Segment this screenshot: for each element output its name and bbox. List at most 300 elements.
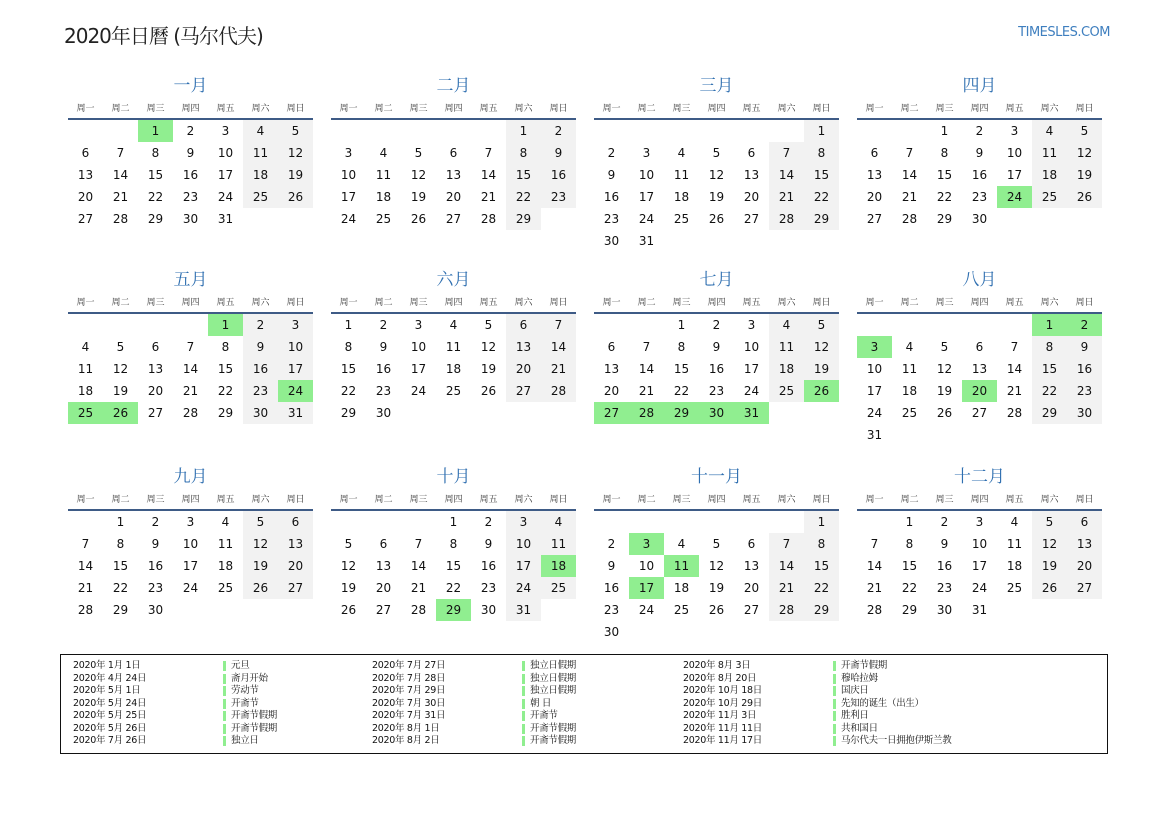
empty-cell bbox=[436, 120, 471, 142]
day-cell: 16 bbox=[971, 168, 988, 182]
month-name: 七月 bbox=[699, 270, 734, 290]
day-cell: 29 bbox=[804, 208, 839, 230]
day-cell: 5 bbox=[1032, 511, 1067, 533]
day-cell: 29 bbox=[340, 406, 357, 420]
day-cell: 19 bbox=[1032, 555, 1067, 577]
day-cell: 9 bbox=[379, 340, 388, 354]
day-cell: 19 bbox=[708, 581, 725, 595]
day-cell: 1 bbox=[804, 120, 839, 142]
day-cell: 17 bbox=[278, 358, 313, 380]
site-link[interactable]: TIMESLES.COM bbox=[1018, 25, 1110, 40]
day-cell: 30 bbox=[971, 212, 988, 226]
day-cell: 23 bbox=[147, 581, 164, 595]
holiday-marker-icon bbox=[522, 724, 525, 734]
day-cell: 8 bbox=[116, 537, 125, 551]
day-cell: 29 bbox=[901, 603, 918, 617]
day-cell: 24 bbox=[340, 212, 357, 226]
day-cell: 23 bbox=[541, 186, 576, 208]
day-cell: 20 bbox=[506, 358, 541, 380]
weekday-label: 周日 bbox=[812, 495, 831, 505]
weekday-label: 周四 bbox=[707, 495, 726, 505]
weekday-label: 周日 bbox=[1075, 104, 1094, 114]
empty-cell bbox=[699, 120, 734, 142]
day-cell: 24 bbox=[743, 384, 760, 398]
empty-cell bbox=[629, 511, 664, 533]
day-cell: 13 bbox=[278, 533, 313, 555]
day-cell: 26 bbox=[936, 406, 953, 420]
weekday-label: 周六 bbox=[514, 495, 533, 505]
day-cell: 11 bbox=[77, 362, 94, 376]
day-cell: 21 bbox=[182, 384, 199, 398]
day-cell: 12 bbox=[278, 142, 313, 164]
weekday-label: 周六 bbox=[777, 495, 796, 505]
days-grid bbox=[857, 120, 1102, 230]
day-cell: 9 bbox=[607, 168, 616, 182]
holiday-marker-icon bbox=[833, 661, 836, 671]
day-cell: 4 bbox=[905, 340, 914, 354]
holiday-day-cell: 1 bbox=[1032, 314, 1067, 336]
holiday-marker-icon bbox=[223, 674, 226, 684]
holiday-day-cell: 31 bbox=[734, 402, 769, 424]
day-cell: 12 bbox=[804, 336, 839, 358]
day-cell: 15 bbox=[506, 164, 541, 186]
day-cell: 30 bbox=[936, 603, 953, 617]
day-cell: 2 bbox=[541, 120, 576, 142]
weekday-header bbox=[68, 491, 313, 511]
holiday-name: 国庆日 bbox=[841, 685, 869, 696]
empty-cell bbox=[594, 120, 629, 142]
day-cell: 21 bbox=[112, 190, 129, 204]
weekday-header bbox=[331, 100, 576, 120]
month-block bbox=[68, 72, 313, 266]
holiday-day-cell: 24 bbox=[278, 380, 313, 402]
empty-cell bbox=[103, 120, 138, 142]
weekday-header bbox=[594, 100, 839, 120]
holiday-day-cell: 25 bbox=[68, 402, 103, 424]
day-cell: 15 bbox=[673, 362, 690, 376]
day-cell: 6 bbox=[1067, 511, 1102, 533]
day-cell: 1 bbox=[344, 318, 353, 332]
weekday-label: 周三 bbox=[672, 495, 691, 505]
day-cell: 18 bbox=[673, 581, 690, 595]
day-cell: 23 bbox=[480, 581, 497, 595]
day-cell: 30 bbox=[147, 603, 164, 617]
day-cell: 13 bbox=[743, 559, 760, 573]
day-cell: 2 bbox=[975, 124, 984, 138]
weekday-label: 周三 bbox=[146, 104, 165, 114]
empty-cell bbox=[594, 314, 629, 336]
holiday-name: 共和国日 bbox=[841, 722, 878, 734]
day-cell: 29 bbox=[217, 406, 234, 420]
weekday-label: 周五 bbox=[1005, 495, 1024, 505]
weekday-label: 周四 bbox=[181, 495, 200, 505]
holiday-date: 2020年 11月 11日 bbox=[683, 722, 762, 734]
day-cell: 16 bbox=[603, 581, 620, 595]
day-cell: 3 bbox=[642, 146, 651, 160]
day-cell: 18 bbox=[375, 190, 392, 204]
day-cell: 14 bbox=[866, 559, 883, 573]
weekday-label: 周日 bbox=[549, 495, 568, 505]
day-cell: 15 bbox=[804, 164, 839, 186]
day-cell: 3 bbox=[186, 515, 195, 529]
day-cell: 13 bbox=[506, 336, 541, 358]
weekday-label: 周四 bbox=[970, 104, 989, 114]
day-cell: 8 bbox=[940, 146, 949, 160]
weekday-label: 周四 bbox=[970, 495, 989, 505]
weekday-label: 周三 bbox=[146, 298, 165, 308]
day-cell: 23 bbox=[708, 384, 725, 398]
weekday-label: 周五 bbox=[742, 495, 761, 505]
weekday-label: 周六 bbox=[251, 104, 270, 114]
weekday-label: 周六 bbox=[777, 298, 796, 308]
weekday-label: 周四 bbox=[707, 298, 726, 308]
day-cell: 22 bbox=[804, 186, 839, 208]
day-cell: 28 bbox=[77, 603, 94, 617]
holiday-name: 胜利日 bbox=[841, 710, 869, 721]
day-cell: 4 bbox=[1032, 120, 1067, 142]
day-cell: 31 bbox=[866, 428, 883, 442]
holiday-marker-icon bbox=[223, 736, 226, 746]
holiday-marker-icon bbox=[833, 711, 836, 721]
day-cell: 25 bbox=[673, 212, 690, 226]
day-cell: 17 bbox=[866, 384, 883, 398]
day-cell: 2 bbox=[712, 318, 721, 332]
day-cell: 17 bbox=[340, 190, 357, 204]
day-cell: 4 bbox=[677, 537, 686, 551]
day-cell: 19 bbox=[340, 581, 357, 595]
day-cell: 29 bbox=[506, 208, 541, 230]
day-cell: 14 bbox=[77, 559, 94, 573]
empty-cell bbox=[769, 120, 804, 142]
weekday-label: 周一 bbox=[76, 495, 95, 505]
holiday-date: 2020年 10月 29日 bbox=[683, 697, 762, 709]
empty-cell bbox=[927, 314, 962, 336]
day-cell: 30 bbox=[243, 402, 278, 424]
holiday-legend bbox=[60, 654, 1108, 754]
day-cell: 9 bbox=[484, 537, 493, 551]
day-cell: 3 bbox=[506, 511, 541, 533]
empty-cell bbox=[331, 511, 366, 533]
empty-cell bbox=[471, 120, 506, 142]
day-cell: 19 bbox=[278, 164, 313, 186]
day-cell: 21 bbox=[480, 190, 497, 204]
day-cell: 20 bbox=[603, 384, 620, 398]
day-cell: 1 bbox=[449, 515, 458, 529]
day-cell: 14 bbox=[901, 168, 918, 182]
holiday-name: 开斋节假期 bbox=[231, 722, 278, 734]
day-cell: 19 bbox=[936, 384, 953, 398]
month-block bbox=[857, 266, 1102, 463]
month-name: 十一月 bbox=[691, 467, 742, 487]
empty-cell bbox=[629, 120, 664, 142]
day-cell: 6 bbox=[607, 340, 616, 354]
empty-cell bbox=[594, 511, 629, 533]
day-cell: 1 bbox=[677, 318, 686, 332]
days-grid bbox=[331, 314, 576, 424]
holiday-marker-icon bbox=[223, 686, 226, 696]
holiday-date: 2020年 7月 27日 bbox=[372, 660, 446, 671]
month-block bbox=[594, 266, 839, 463]
day-cell: 25 bbox=[541, 577, 576, 599]
day-cell: 5 bbox=[804, 314, 839, 336]
holiday-name: 独立日 bbox=[231, 735, 259, 746]
day-cell: 13 bbox=[603, 362, 620, 376]
day-cell: 19 bbox=[708, 190, 725, 204]
weekday-header bbox=[594, 491, 839, 511]
day-cell: 7 bbox=[186, 340, 195, 354]
day-cell: 20 bbox=[77, 190, 94, 204]
day-cell: 14 bbox=[410, 559, 427, 573]
day-cell: 17 bbox=[410, 362, 427, 376]
day-cell: 17 bbox=[743, 362, 760, 376]
month-name: 一月 bbox=[173, 76, 208, 96]
day-cell: 10 bbox=[410, 340, 427, 354]
day-cell: 31 bbox=[278, 402, 313, 424]
day-cell: 12 bbox=[410, 168, 427, 182]
day-cell: 18 bbox=[1006, 559, 1023, 573]
day-cell: 7 bbox=[870, 537, 879, 551]
day-cell: 7 bbox=[81, 537, 90, 551]
weekday-label: 周三 bbox=[935, 298, 954, 308]
day-cell: 16 bbox=[147, 559, 164, 573]
day-cell: 24 bbox=[182, 581, 199, 595]
day-cell: 21 bbox=[769, 186, 804, 208]
day-cell: 20 bbox=[743, 581, 760, 595]
day-cell: 7 bbox=[541, 314, 576, 336]
day-cell: 7 bbox=[905, 146, 914, 160]
weekday-label: 周日 bbox=[286, 298, 305, 308]
weekday-label: 周二 bbox=[111, 104, 130, 114]
holiday-day-cell: 24 bbox=[997, 186, 1032, 208]
day-cell: 7 bbox=[769, 533, 804, 555]
days-grid bbox=[594, 511, 839, 643]
month-name: 十二月 bbox=[954, 467, 1005, 487]
holiday-date: 2020年 7月 28日 bbox=[372, 672, 446, 684]
day-cell: 2 bbox=[940, 515, 949, 529]
empty-cell bbox=[664, 120, 699, 142]
holiday-name: 斋月开始 bbox=[231, 672, 268, 684]
days-grid bbox=[857, 511, 1102, 621]
empty-cell bbox=[857, 120, 892, 142]
weekday-label: 周六 bbox=[1040, 104, 1059, 114]
weekday-label: 周三 bbox=[409, 495, 428, 505]
day-cell: 16 bbox=[375, 362, 392, 376]
day-cell: 1 bbox=[116, 515, 125, 529]
empty-cell bbox=[857, 314, 892, 336]
day-cell: 27 bbox=[278, 577, 313, 599]
holiday-name: 开斋节假期 bbox=[231, 710, 278, 721]
day-cell: 9 bbox=[541, 142, 576, 164]
day-cell: 17 bbox=[1006, 168, 1023, 182]
month-name: 三月 bbox=[699, 76, 734, 96]
day-cell: 15 bbox=[804, 555, 839, 577]
holiday-day-cell: 29 bbox=[436, 599, 471, 621]
holiday-date: 2020年 8月 2日 bbox=[372, 735, 440, 746]
holiday-date: 2020年 8月 20日 bbox=[683, 672, 757, 684]
holiday-marker-icon bbox=[522, 699, 525, 709]
holiday-date: 2020年 1月 1日 bbox=[73, 660, 141, 671]
day-cell: 10 bbox=[1006, 146, 1023, 160]
day-cell: 13 bbox=[1067, 533, 1102, 555]
day-cell: 21 bbox=[410, 581, 427, 595]
day-cell: 10 bbox=[340, 168, 357, 182]
day-cell: 8 bbox=[905, 537, 914, 551]
day-cell: 27 bbox=[375, 603, 392, 617]
day-cell: 1 bbox=[506, 120, 541, 142]
day-cell: 1 bbox=[940, 124, 949, 138]
holiday-date: 2020年 7月 31日 bbox=[372, 710, 446, 721]
days-grid bbox=[594, 120, 839, 252]
weekday-header bbox=[857, 294, 1102, 314]
day-cell: 15 bbox=[147, 168, 164, 182]
day-cell: 28 bbox=[866, 603, 883, 617]
weekday-label: 周四 bbox=[444, 298, 463, 308]
day-cell: 12 bbox=[936, 362, 953, 376]
weekday-label: 周六 bbox=[777, 104, 796, 114]
weekday-label: 周三 bbox=[409, 298, 428, 308]
day-cell: 26 bbox=[480, 384, 497, 398]
day-cell: 9 bbox=[243, 336, 278, 358]
day-cell: 2 bbox=[484, 515, 493, 529]
day-cell: 6 bbox=[449, 146, 458, 160]
holiday-name: 独立日假期 bbox=[530, 685, 577, 696]
day-cell: 5 bbox=[116, 340, 125, 354]
empty-cell bbox=[68, 511, 103, 533]
day-cell: 8 bbox=[449, 537, 458, 551]
day-cell: 13 bbox=[866, 168, 883, 182]
weekday-label: 周三 bbox=[935, 104, 954, 114]
empty-cell bbox=[173, 314, 208, 336]
holiday-name: 独立日假期 bbox=[530, 660, 577, 671]
day-cell: 6 bbox=[379, 537, 388, 551]
day-cell: 11 bbox=[445, 340, 462, 354]
day-cell: 7 bbox=[1010, 340, 1019, 354]
empty-cell bbox=[68, 314, 103, 336]
day-cell: 16 bbox=[480, 559, 497, 573]
weekday-label: 周六 bbox=[514, 104, 533, 114]
weekday-header bbox=[857, 491, 1102, 511]
weekday-label: 周六 bbox=[1040, 495, 1059, 505]
day-cell: 27 bbox=[743, 212, 760, 226]
empty-cell bbox=[699, 511, 734, 533]
day-cell: 28 bbox=[410, 603, 427, 617]
day-cell: 29 bbox=[1032, 402, 1067, 424]
weekday-label: 周日 bbox=[1075, 298, 1094, 308]
holiday-marker-icon bbox=[833, 724, 836, 734]
day-cell: 27 bbox=[445, 212, 462, 226]
holiday-marker-icon bbox=[522, 711, 525, 721]
day-cell: 10 bbox=[506, 533, 541, 555]
day-cell: 23 bbox=[182, 190, 199, 204]
holiday-name: 先知的诞生（出生） bbox=[841, 697, 924, 709]
day-cell: 26 bbox=[278, 186, 313, 208]
holiday-date: 2020年 10月 18日 bbox=[683, 685, 762, 696]
day-cell: 7 bbox=[769, 142, 804, 164]
day-cell: 15 bbox=[217, 362, 234, 376]
day-cell: 5 bbox=[344, 537, 353, 551]
day-cell: 27 bbox=[147, 406, 164, 420]
weekday-label: 周五 bbox=[479, 298, 498, 308]
day-cell: 24 bbox=[410, 384, 427, 398]
day-cell: 8 bbox=[804, 142, 839, 164]
day-cell: 6 bbox=[747, 537, 756, 551]
day-cell: 15 bbox=[901, 559, 918, 573]
day-cell: 11 bbox=[1032, 142, 1067, 164]
day-cell: 5 bbox=[712, 146, 721, 160]
day-cell: 13 bbox=[445, 168, 462, 182]
days-grid bbox=[68, 120, 313, 230]
holiday-marker-icon bbox=[223, 699, 226, 709]
month-name: 九月 bbox=[173, 467, 208, 487]
day-cell: 1 bbox=[905, 515, 914, 529]
day-cell: 28 bbox=[182, 406, 199, 420]
day-cell: 18 bbox=[77, 384, 94, 398]
day-cell: 27 bbox=[77, 212, 94, 226]
day-cell: 28 bbox=[1006, 406, 1023, 420]
holiday-date: 2020年 7月 26日 bbox=[73, 735, 147, 746]
day-cell: 10 bbox=[217, 146, 234, 160]
empty-cell bbox=[769, 511, 804, 533]
day-cell: 13 bbox=[375, 559, 392, 573]
weekday-label: 周日 bbox=[1075, 495, 1094, 505]
day-cell: 18 bbox=[445, 362, 462, 376]
empty-cell bbox=[734, 120, 769, 142]
weekday-label: 周一 bbox=[865, 495, 884, 505]
weekday-label: 周五 bbox=[742, 298, 761, 308]
weekday-label: 周五 bbox=[1005, 298, 1024, 308]
day-cell: 16 bbox=[936, 559, 953, 573]
holiday-name: 开斋节假期 bbox=[841, 660, 888, 671]
day-cell: 18 bbox=[673, 190, 690, 204]
weekday-label: 周一 bbox=[339, 104, 358, 114]
day-cell: 12 bbox=[1032, 533, 1067, 555]
day-cell: 18 bbox=[769, 358, 804, 380]
day-cell: 25 bbox=[445, 384, 462, 398]
day-cell: 15 bbox=[340, 362, 357, 376]
day-cell: 27 bbox=[1067, 577, 1102, 599]
weekday-label: 周四 bbox=[444, 104, 463, 114]
day-cell: 2 bbox=[607, 537, 616, 551]
day-cell: 20 bbox=[375, 581, 392, 595]
month-name: 八月 bbox=[962, 270, 997, 290]
holiday-name: 穆哈拉姆 bbox=[841, 672, 878, 684]
day-cell: 9 bbox=[186, 146, 195, 160]
day-cell: 30 bbox=[603, 234, 620, 248]
day-cell: 20 bbox=[278, 555, 313, 577]
day-cell: 17 bbox=[182, 559, 199, 573]
empty-cell bbox=[857, 511, 892, 533]
day-cell: 21 bbox=[769, 577, 804, 599]
weekday-header bbox=[594, 294, 839, 314]
days-grid bbox=[68, 511, 313, 621]
day-cell: 9 bbox=[940, 537, 949, 551]
holiday-day-cell: 26 bbox=[804, 380, 839, 402]
day-cell: 11 bbox=[901, 362, 918, 376]
day-cell: 6 bbox=[870, 146, 879, 160]
weekday-label: 周日 bbox=[286, 495, 305, 505]
weekday-label: 周三 bbox=[672, 104, 691, 114]
weekday-label: 周四 bbox=[444, 495, 463, 505]
day-cell: 16 bbox=[182, 168, 199, 182]
day-cell: 9 bbox=[607, 559, 616, 573]
day-cell: 4 bbox=[541, 511, 576, 533]
day-cell: 12 bbox=[480, 340, 497, 354]
weekday-label: 周一 bbox=[602, 495, 621, 505]
day-cell: 25 bbox=[375, 212, 392, 226]
day-cell: 26 bbox=[708, 212, 725, 226]
day-cell: 28 bbox=[112, 212, 129, 226]
day-cell: 3 bbox=[278, 314, 313, 336]
